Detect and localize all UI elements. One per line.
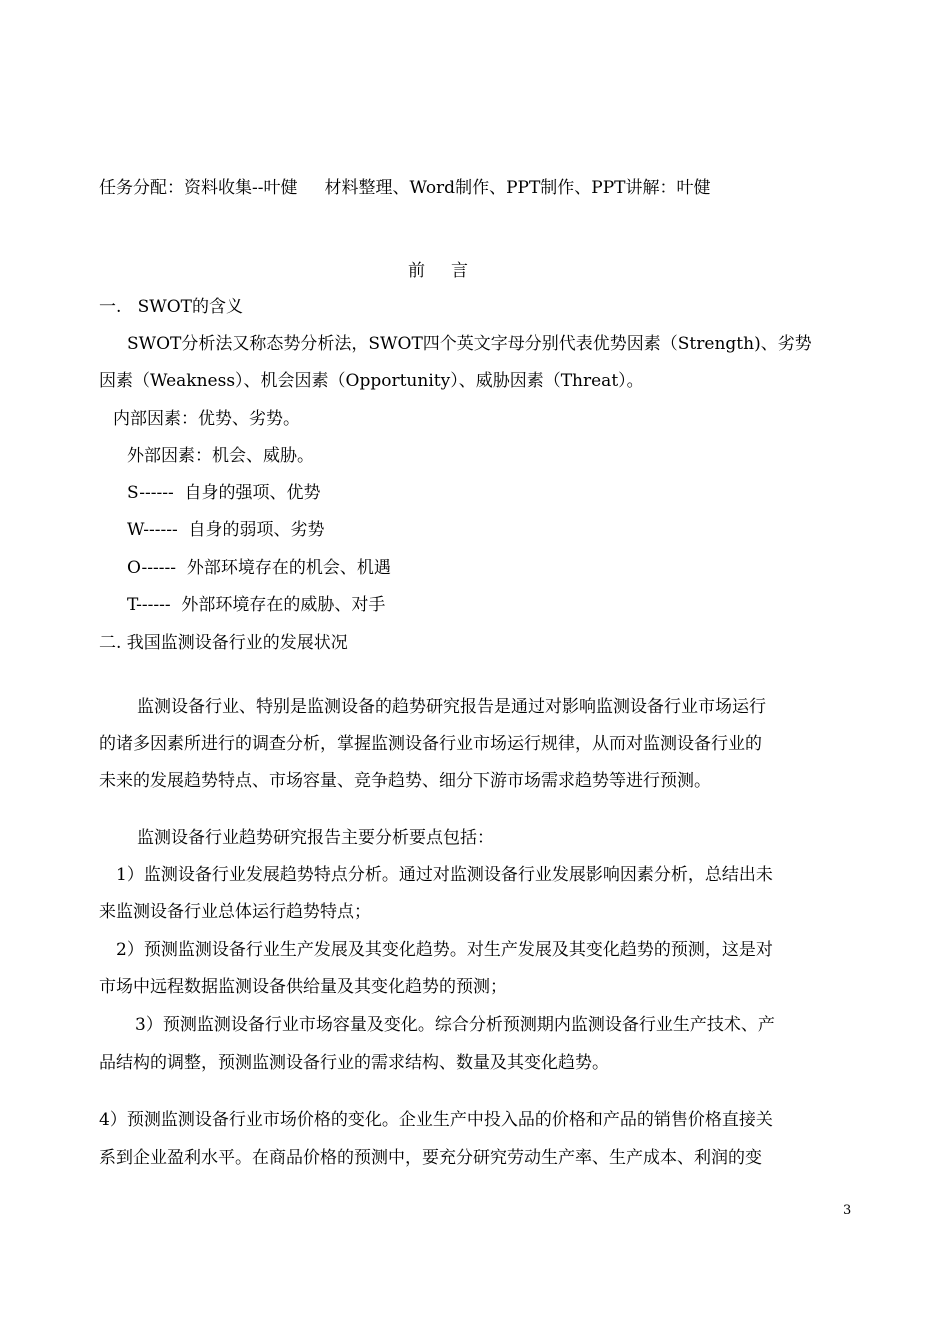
task-assignment: 任务分配：资料收集--叶健 材料整理、Word制作、PPT制作、PPT讲解：叶健 <box>99 178 711 198</box>
point-4-line: 系到企业盈利水平。在商品价格的预测中，要充分研究劳动生产率、生产成本、利润的变 <box>99 1148 762 1168</box>
swot-item-t: T------ 外部环境存在的威胁、对手 <box>127 595 386 615</box>
point-1-line: 1）监测设备行业发展趋势特点分析。通过对监测设备行业发展影响因素分析，总结出未 <box>116 865 773 885</box>
internal-factors: 内部因素：优势、劣势。 <box>113 409 300 429</box>
section1-paragraph-line: 因素（Weakness）、机会因素（Opportunity）、威胁因素（Threat）。 <box>99 371 644 391</box>
section2-intro-line: 监测设备行业、特别是监测设备的趋势研究报告是通过对影响监测设备行业市场运行 <box>137 697 766 717</box>
external-factors: 外部因素：机会、威胁。 <box>127 446 314 466</box>
point-3-line: 品结构的调整，预测监测设备行业的需求结构、数量及其变化趋势。 <box>99 1053 609 1073</box>
section2-intro-line: 的诸多因素所进行的调查分析，掌握监测设备行业市场运行规律，从而对监测设备行业的 <box>99 734 762 754</box>
points-intro: 监测设备行业趋势研究报告主要分析要点包括： <box>137 828 494 848</box>
point-2-line: 2）预测监测设备行业生产发展及其变化趋势。对生产发展及其变化趋势的预测，这是对 <box>116 940 773 960</box>
point-2-line: 市场中远程数据监测设备供给量及其变化趋势的预测； <box>99 977 507 997</box>
swot-item-w: W------ 自身的弱项、劣势 <box>127 520 325 540</box>
section2-heading: 二. 我国监测设备行业的发展状况 <box>99 633 348 653</box>
section1-paragraph-line: SWOT分析法又称态势分析法，SWOT四个英文字母分别代表优势因素（Strength)、劣势 <box>127 334 812 354</box>
section2-intro-line: 未来的发展趋势特点、市场容量、竞争趋势、细分下游市场需求趋势等进行预测。 <box>99 771 711 791</box>
point-1-line: 来监测设备行业总体运行趋势特点； <box>99 902 371 922</box>
swot-item-s: S------ 自身的强项、优势 <box>127 483 321 503</box>
preface-title: 前言 <box>408 261 494 281</box>
page-number: 3 <box>843 1203 852 1218</box>
swot-item-o: O------ 外部环境存在的机会、机遇 <box>127 558 391 578</box>
point-3-line: 3）预测监测设备行业市场容量及变化。综合分析预测期内监测设备行业生产技术、产 <box>135 1015 775 1035</box>
point-4-line: 4）预测监测设备行业市场价格的变化。企业生产中投入品的价格和产品的销售价格直接关 <box>99 1110 773 1130</box>
section1-heading: 一. SWOT的含义 <box>99 297 244 317</box>
